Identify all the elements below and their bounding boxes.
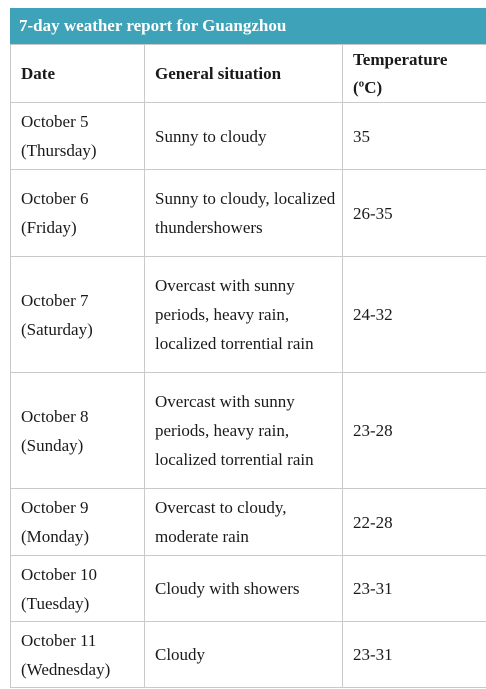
date-cell <box>11 622 145 688</box>
general-situation-cell: Sunny to cloudy <box>145 103 343 170</box>
general-situation-cell: Cloudy with showers <box>145 556 343 622</box>
date-cell <box>11 103 145 170</box>
date-cell <box>11 257 145 373</box>
weekday-text: (Saturday) <box>21 319 93 339</box>
weekday-text: (Wednesday) <box>21 659 111 679</box>
weekday-text: (Tuesday) <box>21 593 90 613</box>
date-text: October 8 <box>21 406 89 426</box>
table-row <box>11 373 486 489</box>
general-situation-cell: Overcast with sunny periods, heavy rain, localized torrential rain <box>145 257 343 373</box>
column-header-temperature <box>343 45 486 103</box>
table-row <box>11 556 486 622</box>
date-text: October 9 <box>21 498 89 517</box>
report-title: 7-day weather report for Guangzhou <box>10 8 486 44</box>
date-text: October 6 <box>21 189 89 208</box>
column-header-general: General situation <box>145 45 343 103</box>
temperature-cell: 23-28 <box>343 373 486 489</box>
temperature-header-label: Temperature <box>353 49 448 69</box>
temperature-cell: 23-31 <box>343 556 486 622</box>
table-row <box>11 622 486 688</box>
temperature-cell: 35 <box>343 103 486 170</box>
date-cell <box>11 489 145 556</box>
date-text: October 7 <box>21 290 89 310</box>
general-situation-cell: Overcast to cloudy, moderate rain <box>145 489 343 556</box>
weekday-text: (Monday) <box>21 527 89 546</box>
date-text: October 5 <box>21 112 89 131</box>
table-row <box>11 257 486 373</box>
temperature-header-unit: (ºC) <box>353 77 383 97</box>
table-row <box>11 489 486 556</box>
temperature-cell: 24-32 <box>343 257 486 373</box>
date-cell <box>11 373 145 489</box>
date-cell <box>11 170 145 257</box>
weekday-text: (Sunday) <box>21 435 84 455</box>
general-situation-cell: Overcast with sunny periods, heavy rain, localized torrential rain <box>145 373 343 489</box>
weather-table <box>10 44 486 688</box>
table-row <box>11 170 486 257</box>
date-text: October 10 <box>21 564 98 584</box>
temperature-cell: 23-31 <box>343 622 486 688</box>
table-row <box>11 103 486 170</box>
weekday-text: (Thursday) <box>21 141 97 160</box>
table-header-row <box>11 45 486 103</box>
column-header-date: Date <box>11 45 145 103</box>
general-situation-cell: Cloudy <box>145 622 343 688</box>
general-situation-cell: Sunny to cloudy, localized thundershowers <box>145 170 343 257</box>
date-cell <box>11 556 145 622</box>
date-text: October 11 <box>21 630 97 650</box>
temperature-cell: 26-35 <box>343 170 486 257</box>
weekday-text: (Friday) <box>21 218 77 237</box>
temperature-cell: 22-28 <box>343 489 486 556</box>
